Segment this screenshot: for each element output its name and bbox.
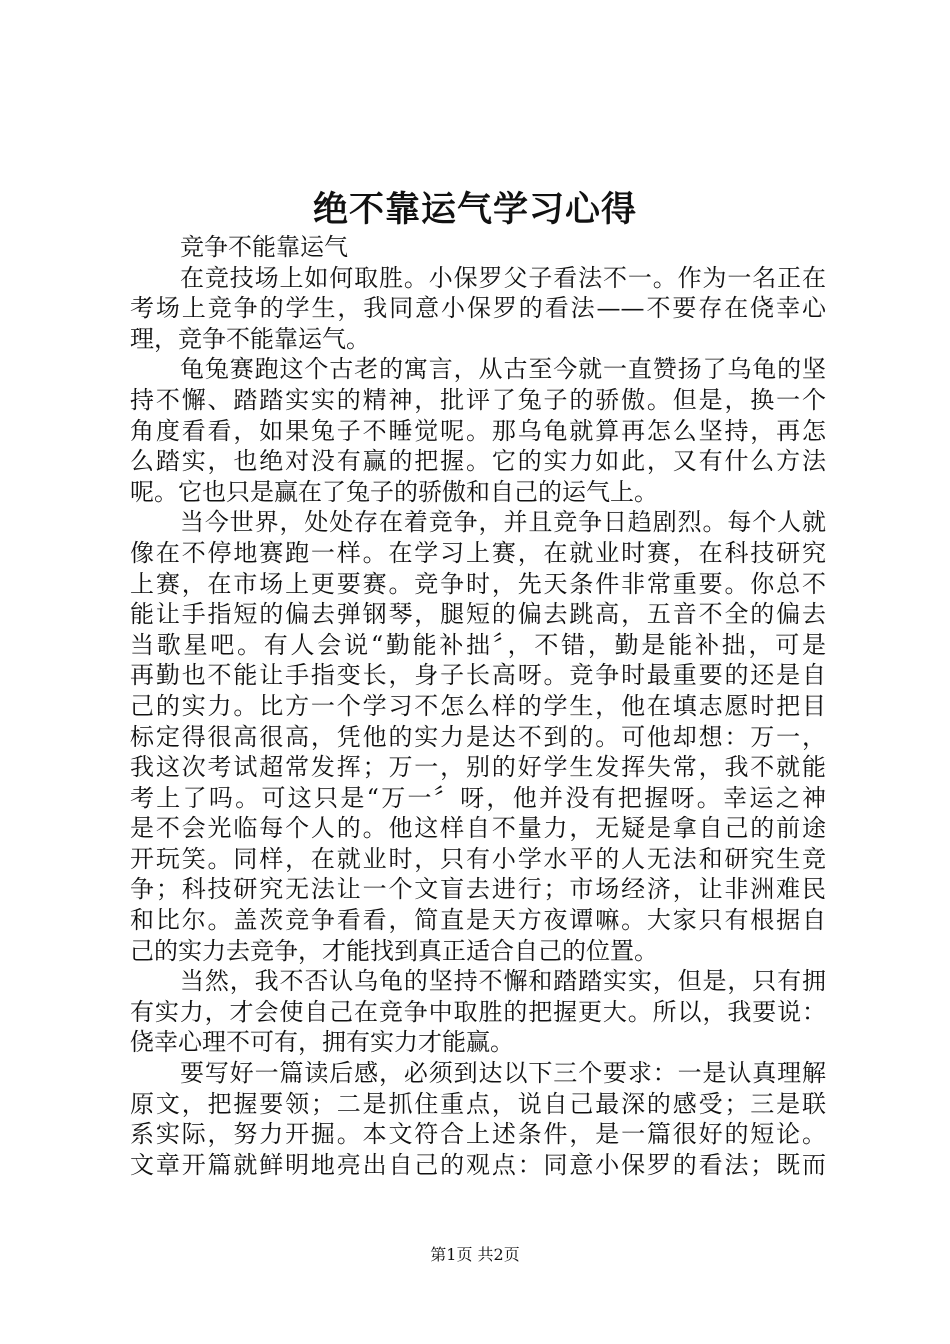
body-line: 是不会光临每个人的。他这样自不量力，无疑是拿自己的前途 <box>130 814 826 843</box>
body-line: 理，竞争不能靠运气。 <box>130 324 370 353</box>
body-line: 持不懈、踏踏实实的精神，批评了兔子的骄傲。但是，换一个 <box>130 385 826 414</box>
body-line: 在竞技场上如何取胜。小保罗父子看法不一。作为一名正在 <box>180 263 826 292</box>
body-line: 己的实力去竞争，才能找到真正适合自己的位置。 <box>130 936 658 965</box>
body-line: 龟兔赛跑这个古老的寓言，从古至今就一直赞扬了乌龟的坚 <box>180 355 826 384</box>
body-line: 么踏实，也绝对没有赢的把握。它的实力如此，又有什么方法 <box>130 447 826 476</box>
body-line: 呢。它也只是赢在了兔子的骄傲和自己的运气上。 <box>130 477 658 506</box>
body-line: 考上了吗。可这只是“万一〞呀，他并没有把握呀。幸运之神 <box>130 783 826 812</box>
body-line: 再勤也不能让手指变长，身子长高呀。竞争时最重要的还是自 <box>130 661 826 690</box>
body-line: 侥幸心理不可有，拥有实力才能赢。 <box>130 1028 514 1057</box>
body-line: 当今世界，处处存在着竞争，并且竞争日趋剧烈。每个人就 <box>180 508 826 537</box>
body-line: 标定得很高很高，凭他的实力是达不到的。可他却想：万一， <box>130 722 826 751</box>
body-line: 考场上竞争的学生，我同意小保罗的看法——不要存在侥幸心 <box>130 294 826 323</box>
body-line: 当歌星吧。有人会说“勤能补拙〞，不错，勤是能补拙，可是 <box>130 630 826 659</box>
body-line: 要写好一篇读后感，必须到达以下三个要求：一是认真理解 <box>180 1059 826 1088</box>
body-line: 竞争不能靠运气 <box>180 233 348 261</box>
body-line: 系实际，努力开掘。本文符合上述条件，是一篇很好的短论。 <box>130 1120 826 1149</box>
body-line: 文章开篇就鲜明地亮出自己的观点：同意小保罗的看法；既而 <box>130 1150 826 1179</box>
body-line: 上赛，在市场上更要赛。竞争时，先天条件非常重要。你总不 <box>130 569 826 598</box>
body-line: 争；科技研究无法让一个文盲去进行；市场经济，让非洲难民 <box>130 875 826 904</box>
body-line: 开玩笑。同样，在就业时，只有小学水平的人无法和研究生竞 <box>130 844 826 873</box>
body-line: 像在不停地赛跑一样。在学习上赛，在就业时赛，在科技研究 <box>130 538 826 567</box>
body-line: 角度看看，如果兔子不睡觉呢。那乌龟就算再怎么坚持，再怎 <box>130 416 826 445</box>
body-line: 和比尔。盖茨竞争看看，简直是天方夜谭嘛。大家只有根据自 <box>130 906 826 935</box>
document-title: 绝不靠运气学习心得 <box>312 189 637 230</box>
body-line: 己的实力。比方一个学习不怎么样的学生，他在填志愿时把目 <box>130 691 826 720</box>
body-line: 能让手指短的偏去弹钢琴，腿短的偏去跳高，五音不全的偏去 <box>130 600 826 629</box>
page-footer: 第1页 共2页 <box>430 1245 520 1264</box>
body-line: 原文，把握要领；二是抓住重点，说自己最深的感受；三是联 <box>130 1089 826 1118</box>
body-line: 有实力，才会使自己在竞争中取胜的把握更大。所以，我要说： <box>130 997 826 1026</box>
body-line: 我这次考试超常发挥；万一，别的好学生发挥失常，我不就能 <box>130 753 826 782</box>
body-line: 当然，我不否认乌龟的坚持不懈和踏踏实实，但是，只有拥 <box>180 967 826 996</box>
document-body <box>130 232 826 1180</box>
